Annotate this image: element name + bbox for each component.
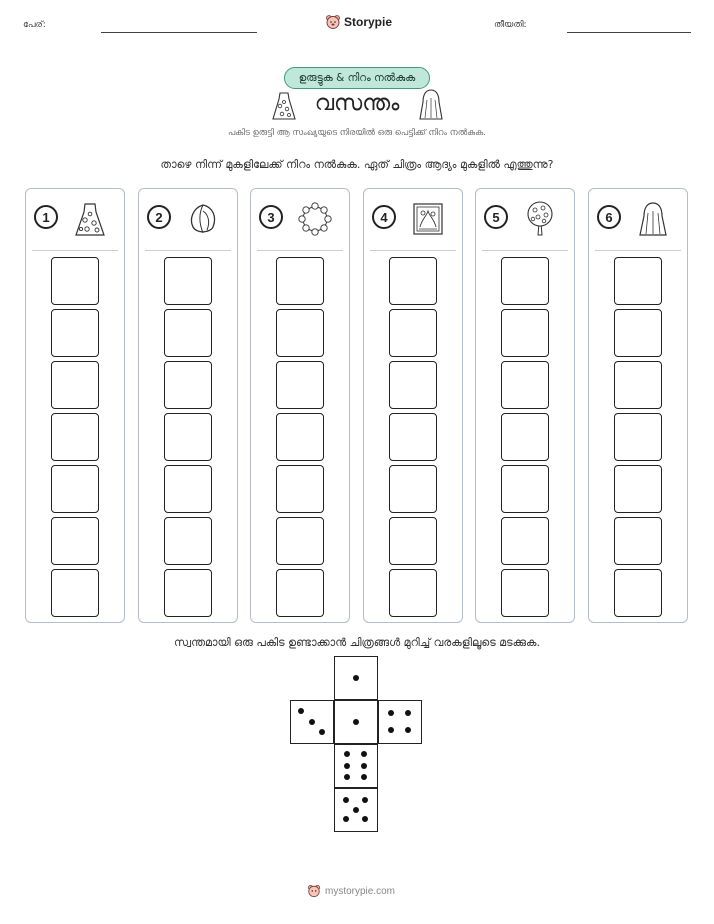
column-number: 4 (372, 205, 396, 229)
cut-fold-instruction: സ്വന്തമായി ഒരു പകിട ഉണ്ടാക്കാൻ ചിത്രങ്ങൾ മുറിച്ച് വരകളിലൂടെ മടക്കുക. (174, 636, 540, 649)
activity-badge: ഉരുട്ടുക & നിറം നൽകുക (284, 67, 430, 89)
die-column-3 (250, 188, 350, 623)
die-pip (353, 675, 359, 681)
name-line[interactable] (101, 32, 257, 33)
column-divider (370, 250, 456, 251)
brand-name: Storypie (344, 15, 393, 29)
column-divider (32, 250, 118, 251)
color-box[interactable] (501, 361, 549, 409)
column-divider (595, 250, 681, 251)
die-pip (353, 719, 359, 725)
color-box[interactable] (276, 517, 324, 565)
die-pip (361, 751, 367, 757)
name-label: പേര്: (23, 20, 46, 30)
veil-icon (633, 199, 673, 239)
die-pip (309, 719, 315, 725)
subtitle: പകിട ഉരുട്ടി ആ സംഖ്യയുടെ നിരയിൽ ഒരു പെട്ടിക്ക് നിറം നൽകുക. (228, 128, 486, 138)
color-box[interactable] (51, 257, 99, 305)
color-box[interactable] (389, 257, 437, 305)
color-box[interactable] (614, 465, 662, 513)
die-column-5 (475, 188, 575, 623)
color-box[interactable] (276, 309, 324, 357)
die-pip (319, 729, 325, 735)
blossom-tree-icon (520, 199, 560, 239)
column-number: 3 (259, 205, 283, 229)
color-box[interactable] (164, 257, 212, 305)
page-title: വസന്തം (314, 91, 400, 116)
bear-mascot-icon (325, 14, 341, 30)
color-box[interactable] (389, 517, 437, 565)
color-box[interactable] (276, 361, 324, 409)
date-label: തീയതി: (494, 20, 527, 30)
column-number: 6 (597, 205, 621, 229)
color-box[interactable] (389, 413, 437, 461)
color-box[interactable] (389, 465, 437, 513)
color-box[interactable] (51, 569, 99, 617)
color-box[interactable] (51, 465, 99, 513)
color-box[interactable] (276, 465, 324, 513)
die-pip (405, 710, 411, 716)
color-box[interactable] (614, 309, 662, 357)
die-pip (343, 816, 349, 822)
color-box[interactable] (164, 413, 212, 461)
die-pip (405, 727, 411, 733)
die-pip (362, 797, 368, 803)
color-box[interactable] (276, 413, 324, 461)
color-box[interactable] (614, 361, 662, 409)
die-column-6 (588, 188, 688, 623)
column-number: 2 (147, 205, 171, 229)
die-column-1 (25, 188, 125, 623)
color-box[interactable] (164, 517, 212, 565)
color-box[interactable] (501, 413, 549, 461)
column-divider (257, 250, 343, 251)
dress-icon (70, 199, 110, 239)
footer (307, 884, 395, 898)
die-pip (388, 710, 394, 716)
color-box[interactable] (501, 517, 549, 565)
color-box[interactable] (501, 465, 549, 513)
rosebud-icon (183, 199, 223, 239)
die-pip (388, 727, 394, 733)
color-box[interactable] (164, 361, 212, 409)
veil-icon (417, 88, 445, 122)
color-box[interactable] (164, 465, 212, 513)
die-face-3 (290, 700, 334, 744)
die-pip (353, 807, 359, 813)
color-box[interactable] (51, 413, 99, 461)
die-column-4 (363, 188, 463, 623)
color-box[interactable] (614, 517, 662, 565)
die-face-6 (334, 744, 378, 788)
color-box[interactable] (501, 309, 549, 357)
die-pip (343, 797, 349, 803)
color-box[interactable] (389, 569, 437, 617)
column-divider (482, 250, 568, 251)
color-box[interactable] (276, 569, 324, 617)
die-face-1 (334, 656, 378, 700)
die-pip (344, 763, 350, 769)
color-box[interactable] (276, 257, 324, 305)
color-box[interactable] (614, 413, 662, 461)
die-pip (344, 774, 350, 780)
column-number: 5 (484, 205, 508, 229)
garden-picture-icon (408, 199, 448, 239)
color-box[interactable] (51, 309, 99, 357)
instruction-question: താഴെ നിന്ന് മുകളിലേക്ക് നിറം നൽകുക. ഏത് ചിത്രം ആദ്യം മുകളിൽ എത്തുന്നു? (160, 158, 554, 171)
color-box[interactable] (614, 257, 662, 305)
die-pip (362, 816, 368, 822)
die-face-4 (378, 700, 422, 744)
color-box[interactable] (501, 257, 549, 305)
color-box[interactable] (164, 309, 212, 357)
color-box[interactable] (614, 569, 662, 617)
column-divider (145, 250, 231, 251)
color-box[interactable] (51, 517, 99, 565)
footer-url[interactable]: mystorypie.com (325, 885, 396, 897)
die-pip (298, 708, 304, 714)
die-pip (361, 763, 367, 769)
die-pip (361, 774, 367, 780)
flower-wreath-icon (295, 199, 335, 239)
color-box[interactable] (389, 309, 437, 357)
color-box[interactable] (501, 569, 549, 617)
die-pip (344, 751, 350, 757)
color-box[interactable] (164, 569, 212, 617)
bear-mascot-icon (307, 884, 321, 898)
color-box[interactable] (51, 361, 99, 409)
die-face-1 (334, 700, 378, 744)
die-column-2 (138, 188, 238, 623)
column-number: 1 (34, 205, 58, 229)
date-line[interactable] (567, 32, 691, 33)
color-box[interactable] (389, 361, 437, 409)
brand-logo (325, 14, 392, 30)
die-face-5 (334, 788, 378, 832)
